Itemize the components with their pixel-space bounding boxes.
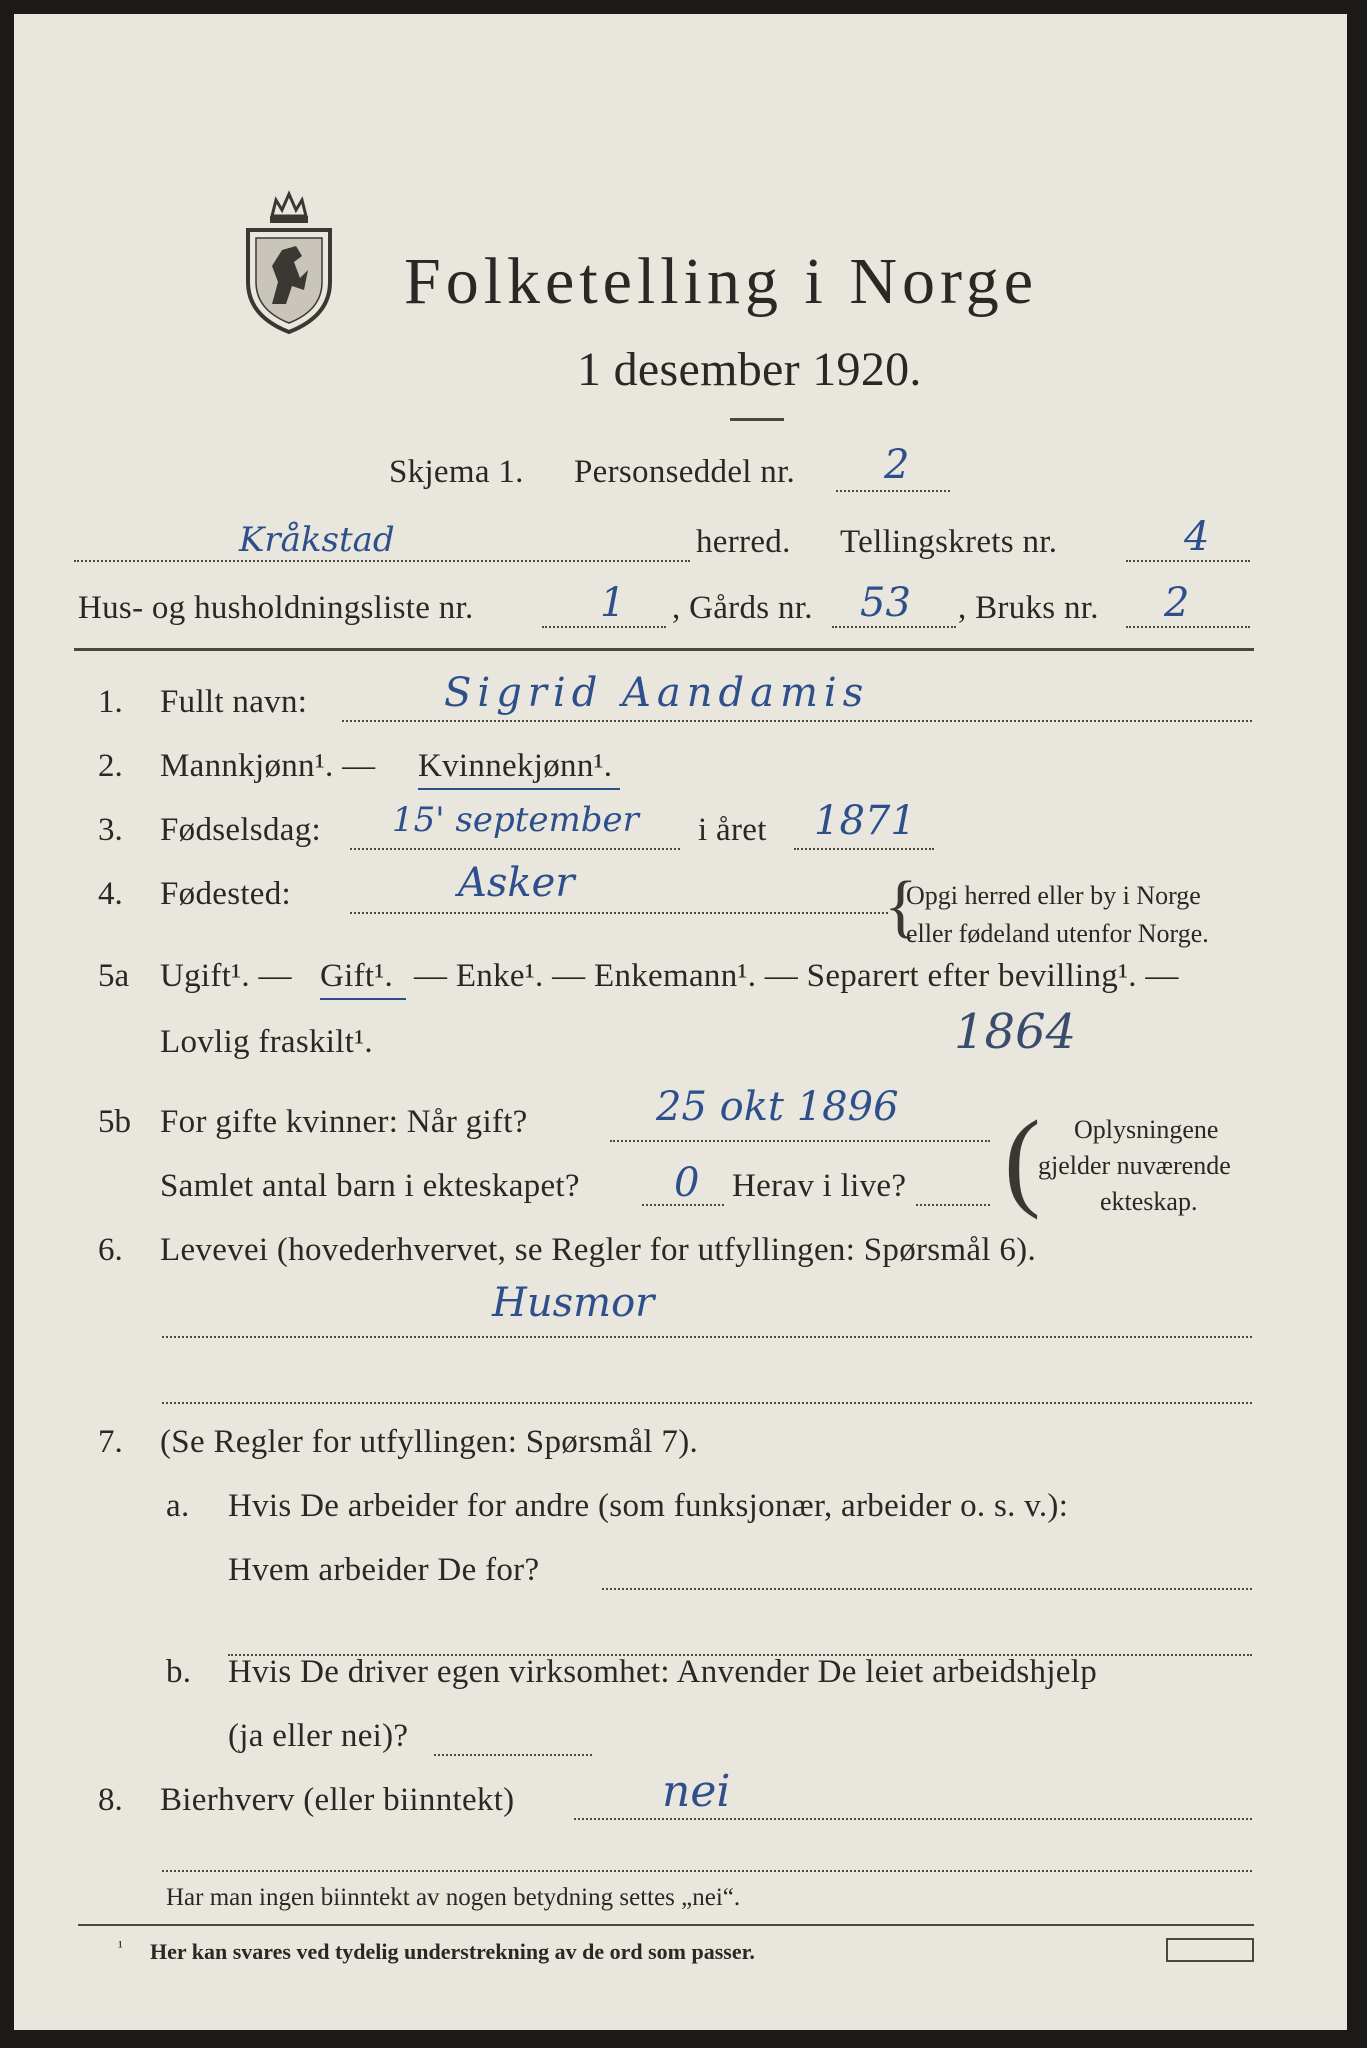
other-status-options[interactable]: — Enke¹. — Enkemann¹. — Separert efter bevilling¹. — [414, 958, 1179, 994]
husliste-value: 1 [600, 580, 626, 626]
bruks-field[interactable] [1126, 626, 1250, 628]
children-value: 0 [674, 1160, 700, 1206]
marriage-note-line2: gjelder nuværende [1038, 1151, 1231, 1180]
marriage-note-line3: ekteskap. [1100, 1187, 1198, 1216]
norwegian-coat-of-arms-icon [242, 186, 336, 336]
gards-label: , Gårds nr. [672, 590, 813, 626]
occupation-value: Husmor [492, 1280, 655, 1326]
tellingskrets-label: Tellingskrets nr. [840, 524, 1058, 560]
footnote-divider [78, 1924, 1254, 1926]
q7b-text: Hvis De driver egen virksomhet: Anvender De leiet arbeidshjelp [228, 1654, 1098, 1690]
male-option[interactable]: Mannkjønn¹. — [160, 748, 376, 784]
gards-field[interactable] [832, 626, 956, 628]
q7a-letter: a. [166, 1488, 190, 1524]
birthplace-note-line2: eller fødeland utenfor Norge. [906, 919, 1209, 948]
birthplace-field[interactable] [350, 912, 888, 914]
husliste-label: Hus- og husholdningsliste nr. [78, 590, 474, 626]
side-income-value: nei [662, 1766, 731, 1817]
children-alive-field[interactable] [916, 1204, 990, 1206]
footnote-text: Her kan svares ved tydelig understrekning av de ord som passer. [150, 1939, 755, 1964]
marriage-note-line1: Oplysningene [1074, 1115, 1219, 1144]
herred-value: Kråkstad [239, 520, 395, 560]
side-income-field-1[interactable] [574, 1818, 1252, 1820]
tellingskrets-value: 4 [1184, 514, 1210, 560]
bruks-label: , Bruks nr. [958, 590, 1099, 626]
married-underline [320, 998, 406, 1000]
q6-number: 6. [98, 1232, 123, 1268]
birthplace-note-line1: Opgi herred eller by i Norge [906, 881, 1201, 910]
q4-label: Fødested: [160, 876, 292, 912]
q3-number: 3. [98, 812, 123, 848]
q7b-letter: b. [166, 1654, 192, 1690]
full-name-value: Sigrid Aandamis [444, 670, 870, 716]
q3-label: Fødselsdag: [160, 812, 321, 848]
employer-field-1[interactable] [602, 1588, 1252, 1590]
occupation-field-1[interactable] [162, 1336, 1252, 1338]
unmarried-option[interactable]: Ugift¹. — [160, 958, 292, 994]
footnote-mark: ¹ [118, 1939, 123, 1956]
birthday-field[interactable] [350, 848, 680, 850]
q7a-text: Hvis De arbeider for andre (som funksjonær, arbeider o. s. v.): [228, 1488, 1069, 1524]
marriage-note-brace: ( [1004, 1098, 1041, 1220]
occupation-field-2[interactable] [162, 1402, 1252, 1404]
q5a-number: 5a [98, 958, 130, 994]
married-when-field[interactable] [610, 1140, 990, 1142]
married-option[interactable]: Gift¹. [320, 958, 394, 994]
header-divider [74, 648, 1254, 651]
census-form [14, 14, 1347, 2030]
birth-year-field[interactable] [794, 848, 934, 850]
husliste-field[interactable] [542, 626, 666, 628]
census-date: 1 desember 1920. [577, 343, 922, 396]
side-income-field-2[interactable] [162, 1870, 1252, 1872]
personseddel-field[interactable] [836, 490, 950, 492]
q7a-question: Hvem arbeider De for? [228, 1552, 540, 1588]
printer-stamp [1166, 1938, 1254, 1962]
q8-label: Bierhverv (eller biinntekt) [160, 1782, 515, 1818]
q7b-question: (ja eller nei)? [228, 1718, 409, 1754]
birthday-value: 15' september [392, 800, 639, 840]
year-label: i året [698, 812, 767, 848]
q7-label: (Se Regler for utfyllingen: Spørsmål 7). [160, 1424, 699, 1460]
full-name-field[interactable] [342, 720, 1252, 722]
form-title: Folketelling i Norge [404, 245, 1039, 318]
q4-number: 4. [98, 876, 123, 912]
q1-label: Fullt navn: [160, 684, 308, 720]
birth-year-value: 1871 [814, 798, 916, 844]
female-underline [418, 788, 620, 790]
personseddel-value: 2 [884, 442, 910, 488]
birthplace-note-brace: { [884, 868, 918, 945]
herred-label: herred. [696, 524, 791, 560]
q7-number: 7. [98, 1424, 123, 1460]
title-divider [730, 418, 784, 421]
divorced-option[interactable]: Lovlig fraskilt¹. [160, 1024, 373, 1060]
marriage-year-annotation: 1864 [954, 1004, 1077, 1060]
skjema-label: Skjema 1. [389, 454, 524, 490]
married-when-label: For gifte kvinner: Når gift? [160, 1104, 528, 1140]
q1-number: 1. [98, 684, 123, 720]
female-option[interactable]: Kvinnekjønn¹. [418, 748, 613, 784]
q5b-number: 5b [98, 1104, 131, 1140]
children-label: Samlet antal barn i ekteskapet? [160, 1168, 580, 1204]
q8-number: 8. [98, 1782, 123, 1818]
bruks-value: 2 [1164, 580, 1190, 626]
personseddel-label: Personseddel nr. [574, 454, 796, 490]
birthplace-value: Asker [458, 860, 575, 906]
gards-value: 53 [860, 580, 911, 626]
no-income-note: Har man ingen biinntekt av nogen betydning settes „nei“. [166, 1884, 741, 1911]
q2-number: 2. [98, 748, 123, 784]
children-alive-label: Herav i live? [732, 1168, 907, 1204]
married-when-value: 25 okt 1896 [656, 1084, 899, 1130]
herred-field[interactable] [74, 560, 690, 562]
q6-label: Levevei (hovederhvervet, se Regler for utfyllingen: Spørsmål 6). [160, 1232, 1037, 1268]
hired-help-field[interactable] [434, 1754, 592, 1756]
tellingskrets-field[interactable] [1126, 560, 1250, 562]
